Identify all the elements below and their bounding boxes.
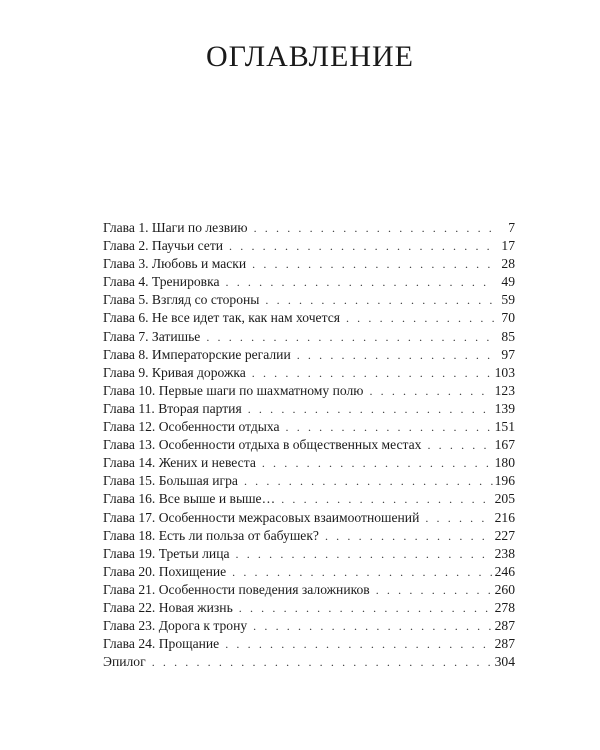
- toc-entry[interactable]: [103, 509, 515, 527]
- toc-entry-page: 70: [501, 310, 515, 326]
- dot-leader: [346, 309, 495, 327]
- toc-entry-label: Глава 16. Все выше и выше…: [103, 491, 276, 507]
- dot-leader: [226, 273, 495, 291]
- toc-entry-label: Глава 17. Особенности межрасовых взаимоотношений: [103, 509, 420, 525]
- toc-entry-page: 59: [501, 292, 515, 308]
- dot-leader: [244, 472, 493, 490]
- toc-entry-label: Глава 8. Императорские регалии: [103, 346, 291, 362]
- toc-entry[interactable]: [103, 346, 515, 364]
- dot-leader: [225, 635, 492, 653]
- toc-entry-page: 167: [494, 437, 515, 453]
- toc-entry[interactable]: [103, 599, 515, 617]
- toc-entry-page: 260: [494, 581, 515, 597]
- toc-entry-page: 238: [494, 545, 515, 561]
- toc-entry-page: 180: [494, 455, 515, 471]
- dot-leader: [265, 291, 495, 309]
- toc-entry[interactable]: [103, 653, 515, 671]
- dot-leader: [254, 219, 495, 237]
- toc-entry[interactable]: [103, 490, 515, 508]
- toc-entry-label: Глава 14. Жених и невеста: [103, 455, 256, 471]
- toc-entry-page: 196: [494, 473, 515, 489]
- dot-leader: [376, 581, 493, 599]
- dot-leader: [252, 255, 495, 273]
- toc-entry-page: 103: [494, 364, 515, 380]
- toc-entry-page: 49: [501, 274, 515, 290]
- toc-entry-label: Глава 22. Новая жизнь: [103, 599, 233, 615]
- dot-leader: [252, 364, 493, 382]
- toc-entry-label: Глава 19. Третьи лица: [103, 545, 230, 561]
- dot-leader: [239, 599, 493, 617]
- toc-entry[interactable]: [103, 291, 515, 309]
- toc-entry-label: Эпилог: [103, 654, 146, 670]
- toc-entry-label: Глава 20. Похищение: [103, 563, 227, 579]
- toc-entry-page: 304: [494, 654, 515, 670]
- toc-entry-label: Глава 18. Есть ли польза от бабушек?: [103, 527, 319, 543]
- toc-entry-page: 97: [501, 346, 515, 362]
- toc-entry-label: Глава 15. Большая игра: [103, 473, 238, 489]
- dot-leader: [236, 545, 493, 563]
- dot-leader: [425, 509, 492, 527]
- page-title: ОГЛАВЛЕНИЕ: [206, 40, 414, 73]
- dot-leader: [281, 490, 492, 508]
- table-of-contents: [103, 219, 515, 671]
- toc-entry[interactable]: [103, 328, 515, 346]
- toc-entry-label: Глава 23. Дорога к трону: [103, 618, 248, 634]
- toc-entry-label: Глава 11. Вторая партия: [103, 400, 242, 416]
- dot-leader: [427, 436, 492, 454]
- toc-entry-label: Глава 9. Кривая дорожка: [103, 364, 246, 380]
- dot-leader: [232, 563, 492, 581]
- toc-entry-page: 85: [501, 328, 515, 344]
- toc-entry-page: 7: [508, 220, 515, 235]
- toc-entry-page: 28: [501, 256, 515, 272]
- toc-entry-label: Глава 1. Шаги по лезвию: [103, 220, 248, 235]
- toc-entry[interactable]: [103, 581, 515, 599]
- toc-entry-label: Глава 5. Взгляд со стороны: [103, 292, 260, 308]
- toc-entry[interactable]: [103, 364, 515, 382]
- toc-entry-label: Глава 10. Первые шаги по шахматному полю: [103, 382, 364, 398]
- toc-entry[interactable]: [103, 309, 515, 327]
- dot-leader: [286, 418, 493, 436]
- toc-entry-page: 278: [494, 599, 515, 615]
- toc-entry-label: Глава 13. Особенности отдыха в общественных местах: [103, 437, 422, 453]
- toc-entry-page: 216: [494, 509, 515, 525]
- toc-entry[interactable]: [103, 527, 515, 545]
- dot-leader: [229, 237, 495, 255]
- toc-entry-page: 246: [494, 563, 515, 579]
- toc-entry[interactable]: [103, 617, 515, 635]
- toc-entry[interactable]: [103, 273, 515, 291]
- toc-entry[interactable]: [103, 545, 515, 563]
- dot-leader: [369, 382, 492, 400]
- toc-entry-page: 151: [494, 419, 515, 435]
- dot-leader: [325, 527, 493, 545]
- dot-leader: [206, 328, 495, 346]
- dot-leader: [152, 653, 493, 671]
- toc-entry-page: 287: [494, 636, 515, 652]
- dot-leader: [297, 346, 495, 364]
- dot-leader: [248, 400, 493, 418]
- toc-entry[interactable]: [103, 237, 515, 255]
- toc-entry[interactable]: [103, 219, 515, 237]
- toc-entry[interactable]: [103, 635, 515, 653]
- toc-entry-label: Глава 21. Особенности поведения заложников: [103, 581, 370, 597]
- toc-entry-page: 227: [494, 527, 515, 543]
- dot-leader: [262, 454, 493, 472]
- toc-entry-label: Глава 24. Прощание: [103, 636, 220, 652]
- toc-entry-label: Глава 6. Не все идет так, как нам хочется: [103, 310, 340, 326]
- toc-entry-page: 123: [494, 382, 515, 398]
- toc-entry-label: Глава 2. Паучьи сети: [103, 238, 224, 254]
- toc-entry-page: 287: [494, 618, 515, 634]
- toc-entry-label: Глава 3. Любовь и маски: [103, 256, 247, 272]
- toc-entry-page: 17: [501, 238, 515, 254]
- toc-entry[interactable]: [103, 436, 515, 454]
- toc-entry-label: Глава 12. Особенности отдыха: [103, 419, 280, 435]
- toc-entry-label: Глава 4. Тренировка: [103, 274, 220, 290]
- toc-entry[interactable]: [103, 472, 515, 490]
- toc-entry[interactable]: [103, 454, 515, 472]
- toc-entry[interactable]: [103, 563, 515, 581]
- toc-entry-label: Глава 7. Затишье: [103, 328, 201, 344]
- toc-entry[interactable]: [103, 418, 515, 436]
- toc-entry[interactable]: [103, 400, 515, 418]
- toc-entry-page: 139: [494, 400, 515, 416]
- toc-entry[interactable]: [103, 255, 515, 273]
- toc-entry[interactable]: [103, 382, 515, 400]
- toc-entry-page: 205: [494, 491, 515, 507]
- dot-leader: [253, 617, 492, 635]
